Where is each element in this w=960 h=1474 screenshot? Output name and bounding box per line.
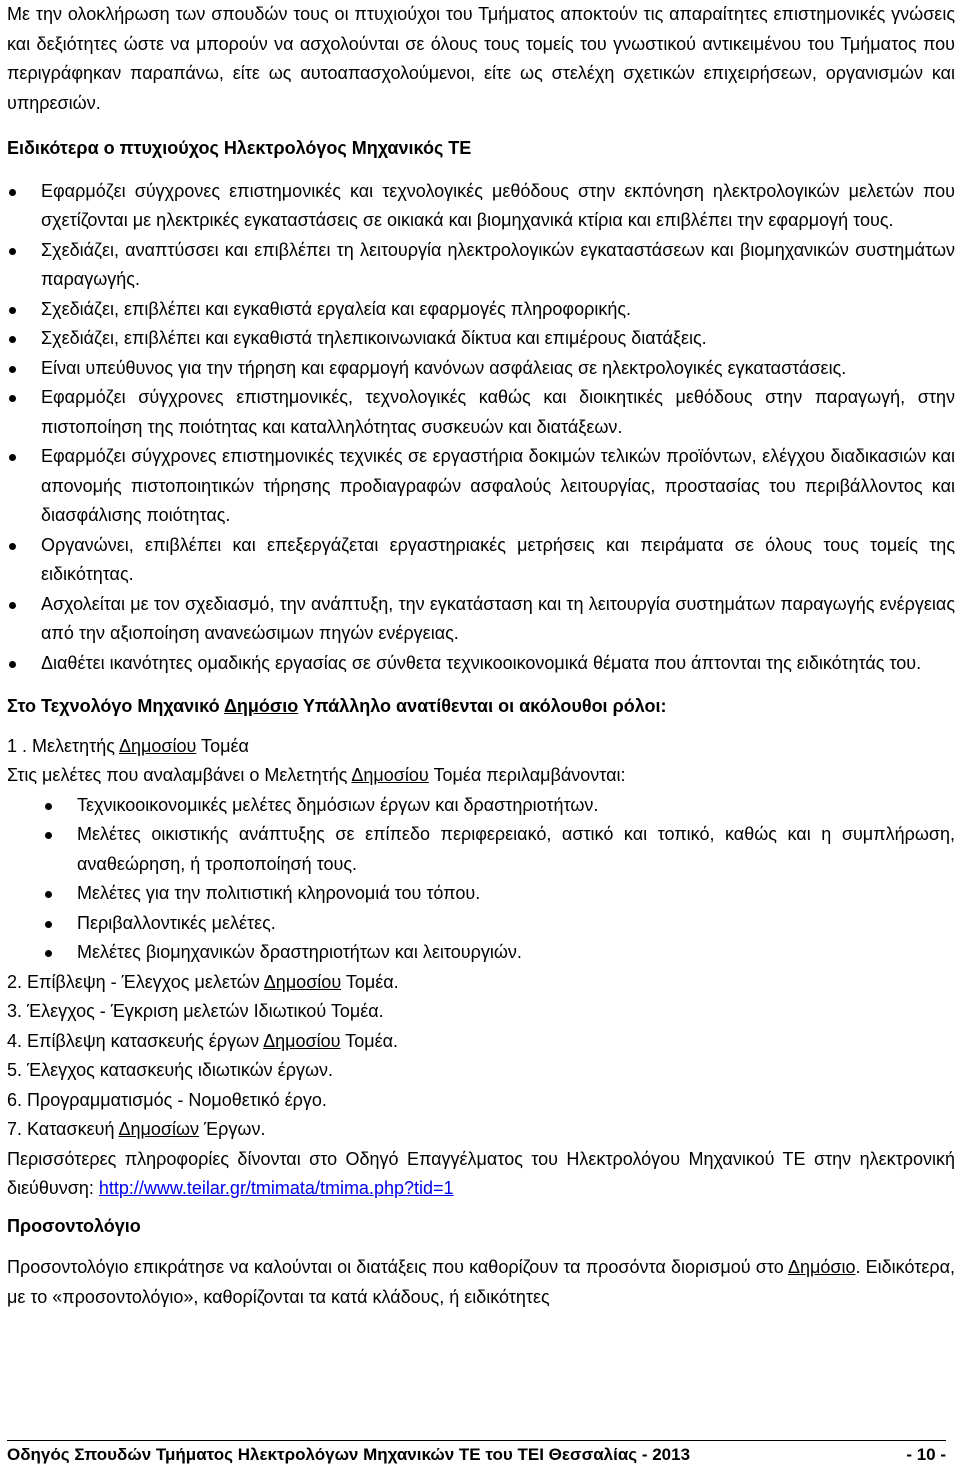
bullet-icon <box>45 832 52 839</box>
bullet-icon <box>9 248 16 255</box>
document-page <box>7 0 955 1312</box>
teilar-link[interactable]: http://www.teilar.gr/tmimata/tmima.php?tid=1 <box>98 1178 454 1198</box>
role-6: 6. Προγραμματισμός - Νομοθετικό έργο. <box>7 1089 327 1110</box>
role-5: 5. Έλεγχος κατασκευής ιδιωτικών έργων. <box>7 1060 333 1080</box>
role-2: 2. Επίβλεψη - Έλεγχος μελετών Δημοσίου Τομέα. <box>7 971 399 992</box>
list-item: Μελέτες οικιστικής ανάπτυξης σε επίπεδο περιφερειακό, αστικό και τοπικό, καθώς και η συμπλήρωση, αναθεώρηση, ή τροποποίησή τους. <box>7 820 955 879</box>
bullet-icon <box>45 921 52 928</box>
bullet-icon <box>9 602 16 609</box>
list-item: Σχεδιάζει, επιβλέπει και εγκαθιστά τηλεπικοινωνιακά δίκτυα και επιμέρους διατάξεις. <box>7 324 955 354</box>
bullet-icon <box>9 366 16 373</box>
bullet-icon <box>45 803 52 810</box>
list-item: Είναι υπεύθυνος για την τήρηση και εφαρμογή κανόνων ασφάλειας σε ηλεκτρολογικές εγκαταστάσεις. <box>7 354 955 384</box>
bullet-icon <box>45 950 52 957</box>
bullet-icon <box>9 395 16 402</box>
bullet-icon <box>9 307 16 314</box>
list-item: Σχεδιάζει, επιβλέπει και εγκαθιστά εργαλεία και εφαρμογές πληροφορικής. <box>7 295 955 325</box>
intro-paragraph: Με την ολοκλήρωση των σπουδών τους οι πτυχιούχοι του Τμήματος αποκτούν τις απαραίτητες επιστημονικές γνώσεις και δεξιότητες ώστε να μπορούν να ασχολούνται σε όλους τους τομείς του γνωστικού αντικειμένου του Τμήματος που περιγράφηκαν παραπάνω, είτε ως αυτοαπασχολούμενοι, είτε ως στελέχη σχετικών επιχειρήσεων, οργανισμών και υπηρεσιών. <box>7 4 955 113</box>
qualifications-heading: Προσοντολόγιο <box>7 1215 141 1236</box>
studies-list <box>7 791 955 968</box>
section-heading: Ειδικότερα ο πτυχιούχος Ηλεκτρολόγος Μηχανικός ΤΕ <box>7 138 472 158</box>
more-info-paragraph: Περισσότερες πληροφορίες δίνονται στο Οδηγό Επαγγέλματος του Ηλεκτρολόγου Μηχανικού ΤΕ στην ηλεκτρονική διεύθυνση: http://www.teilar.gr/tmimata/tmima.php?tid=1 <box>7 1148 955 1198</box>
bullet-icon <box>9 189 16 196</box>
list-item: Διαθέτει ικανότητες ομαδικής εργασίας σε σύνθετα τεχνικοοικονομικά θέματα που άπτονται της ειδικότητάς του. <box>7 649 955 679</box>
qualifications-paragraph: Προσοντολόγιο επικράτησε να καλούνται οι διατάξεις που καθορίζουν τα προσόντα διορισμού στο Δημόσιο. Ειδικότερα, με το «προσοντολόγιο», καθορίζονται τα κατά κλάδους, ή ειδικότητες <box>7 1257 956 1307</box>
list-item: Μελέτες βιομηχανικών δραστηριοτήτων και λειτουργιών. <box>7 938 955 968</box>
page-footer <box>7 1440 946 1465</box>
list-item: Μελέτες για την πολιτιστική κληρονομιά του τόπου. <box>7 879 955 909</box>
roles-heading: Στο Τεχνολόγο Μηχανικό Δημόσιο Υπάλληλο ανατίθενται οι ακόλουθοι ρόλοι: <box>7 696 667 716</box>
page-number: - 10 - <box>906 1445 946 1464</box>
list-item: Εφαρμόζει σύγχρονες επιστημονικές, τεχνολογικές καθώς και διοικητικές μεθόδους στην παραγωγή, στην πιστοποίηση της ποιότητας και καταλληλότητας συσκευών και διατάξεων. <box>7 383 955 442</box>
role-3: 3. Έλεγχος - Έγκριση μελετών Ιδιωτικού Τομέα. <box>7 1001 384 1021</box>
footer-title: Οδηγός Σπουδών Τμήματος Ηλεκτρολόγων Μηχανικών ΤΕ του ΤΕΙ Θεσσαλίας - 2013 <box>7 1445 691 1464</box>
list-item: Σχεδιάζει, αναπτύσσει και επιβλέπει τη λειτουργία ηλεκτρολογικών εγκαταστάσεων και βιομηχανικών συστημάτων παραγωγής. <box>7 236 955 295</box>
list-item: Εφαρμόζει σύγχρονες επιστημονικές τεχνικές σε εργαστήρια δοκιμών τελικών προϊόντων, ελέγχου διαδικασιών και απονομής πιστοποιητικών τήρησης προδιαγραφών ασφαλούς λειτουργίας, προστασίας του περιβάλλοντος και διασφάλισης ποιότητας. <box>7 442 955 531</box>
list-item: Περιβαλλοντικές μελέτες. <box>7 909 955 939</box>
bullet-icon <box>9 454 16 461</box>
bullet-icon <box>45 891 52 898</box>
role-4: 4. Επίβλεψη κατασκευής έργων Δημοσίου Τομέα. <box>7 1030 399 1051</box>
graduate-skills-list <box>7 177 955 679</box>
role-1-title: 1 . Μελετητής Δημοσίου Τομέα <box>7 735 249 756</box>
bullet-icon <box>9 543 16 550</box>
role-1-description: Στις μελέτες που αναλαμβάνει ο Μελετητής Δημοσίου Τομέα περιλαμβάνονται: <box>7 765 626 785</box>
list-item: Τεχνικοοικονομικές μελέτες δημόσιων έργων και δραστηριοτήτων. <box>7 791 955 821</box>
list-item: Εφαρμόζει σύγχρονες επιστημονικές και τεχνολογικές μεθόδους στην εκπόνηση ηλεκτρολογικών μελετών που σχετίζονται με ηλεκτρικές εγκαταστάσεις σε οικιακά και βιομηχανικά κτίρια και επιβλέπει την εφαρμογή τους. <box>7 177 955 236</box>
role-7: 7. Κατασκευή Δημοσίων Έργων. <box>7 1119 266 1139</box>
bullet-icon <box>9 336 16 343</box>
list-item: Ασχολείται με τον σχεδιασμό, την ανάπτυξη, την εγκατάσταση και τη λειτουργία συστημάτων παραγωγής ενέργειας από την αξιοποίηση ανανεώσιμων πηγών ενέργειας. <box>7 590 955 649</box>
bullet-icon <box>9 661 16 668</box>
list-item: Οργανώνει, επιβλέπει και επεξεργάζεται εργαστηριακές μετρήσεις και πειράματα σε όλους τους τομείς της ειδικότητας. <box>7 531 955 590</box>
